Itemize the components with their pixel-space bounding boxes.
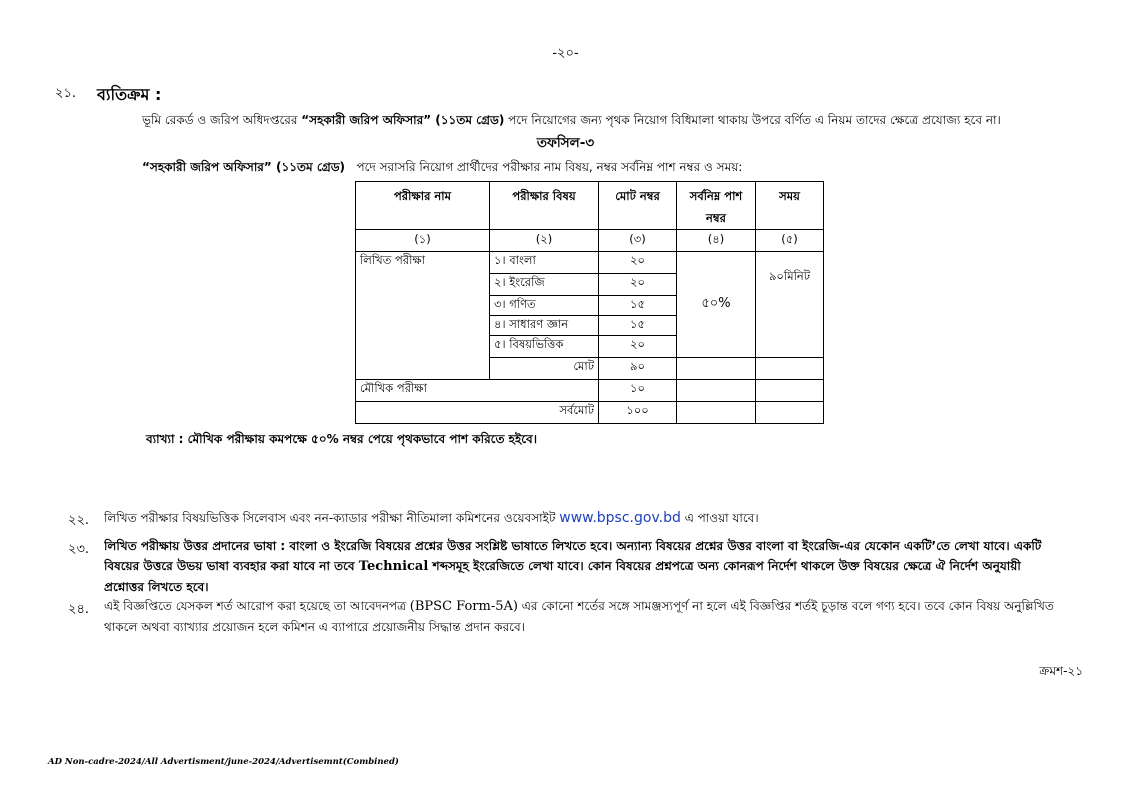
header-total-marks: মোট নম্বর [599, 182, 677, 230]
subject-name: ৩। গণিত [490, 296, 599, 316]
section-22-text [104, 508, 759, 528]
subject-marks: ২০ [599, 252, 677, 274]
section-21-text-post: পদে নিয়োগের জন্য পৃথক নিয়োগ বিধিমালা থাকায় উপরে বর্ণিত এ নিয়ম তাদের ক্ষেত্রে প্রযোজ্য হবে না। [504, 113, 1001, 127]
footer-path: AD Non-cadre-2024/All Advertisment/june-2024/Advertisemnt(Combined) [48, 757, 399, 767]
section-23-line-1: লিখিত পরীক্ষায় উত্তর প্রদানের ভাষা : বাংলা ও ইংরেজি বিষয়ের প্রশ্নের উত্তর সংশ্লিষ্ট ভাষাতে লিখতে হবে। অন্যান্য বিষয়ের প্রশ্নের উত্তর বাংলা বা ইংরেজি-এর যেকোন একটি’তে লেখা যাবে। একটি [104, 539, 1042, 553]
section-24-number: ২৪. [68, 602, 90, 617]
col-number: (৪) [677, 230, 756, 252]
schedule-intro-rest: পদে সরাসরি নিয়োগ প্রার্থীদের পরীক্ষার নাম বিষয়, নম্বর সর্বনিম্ন পাশ নম্বর ও সময়: [356, 160, 743, 174]
empty-cell [677, 380, 756, 402]
section-24-line-1-post: এর কোনো শর্তের সঙ্গে সামঞ্জস্যপূর্ণ না হলে এই বিজ্ঞপ্তির শর্তই চূড়ান্ত বলে গণ্য হবে। তবে কোন বিষয় অনুল্লিখিত [517, 599, 1054, 613]
continued-note: ক্রমশ-২১ [1039, 664, 1083, 678]
written-exam-label: লিখিত পরীক্ষা [356, 252, 490, 380]
subtotal-value: ৯০ [599, 358, 677, 380]
exam-time: ৯০মিনিট [756, 252, 824, 358]
header-min-pass: সর্বনিম্ন পাশ নম্বর [677, 182, 756, 230]
section-24-line-2: থাকলে অথবা ব্যাখ্যার প্রয়োজন হলে কমিশন এ ব্যাপারে প্রয়োজনীয় সিদ্ধান্ত প্রদান করবে। [104, 620, 525, 634]
section-21-text-pre: ভূমি রেকর্ড ও জরিপ অধিদপ্তরের [142, 113, 302, 127]
subject-name: ১। বাংলা [490, 252, 599, 274]
col-number: (২) [490, 230, 599, 252]
col-number: (১) [356, 230, 490, 252]
section-24-text [104, 596, 1064, 637]
subject-marks: ১৫ [599, 296, 677, 316]
empty-cell [677, 402, 756, 424]
section-22-text-pre: লিখিত পরীক্ষার বিষয়ভিত্তিক সিলেবাস এবং নন-ক্যাডার পরীক্ষা নীতিমালা কমিশনের ওয়েবসাইট [104, 511, 560, 525]
explanation-note: ব্যাখ্যা : মৌখিক পরীক্ষায় কমপক্ষে ৫০% নম্বর পেয়ে পৃথকভাবে পাশ করিতে হইবে। [146, 432, 538, 446]
table-row [356, 380, 824, 402]
section-23-line-2-post: শব্দসমূহ ইংরেজিতে লেখা যাবে। কোন বিষয়ের প্রশ্নপত্রে অন্য কোনরূপ নির্দেশ থাকলে উক্ত বিষয়ের ক্ষেত্রে ঐ নির্দেশ অনুযায়ী [428, 559, 1021, 573]
empty-cell [756, 402, 824, 424]
schedule-heading: তফসিল-৩ [536, 135, 595, 151]
col-number: (৩) [599, 230, 677, 252]
subject-name: ৪। সাধারণ জ্ঞান [490, 316, 599, 336]
section-21-number: ২১. [55, 86, 77, 101]
viva-value: ১০ [599, 380, 677, 402]
subject-name: ২। ইংরেজি [490, 274, 599, 296]
viva-label: মৌখিক পরীক্ষা [356, 380, 599, 402]
bpsc-form-name: (BPSC Form-5A) [409, 599, 518, 614]
subject-marks: ২০ [599, 274, 677, 296]
section-23-line-2 [104, 556, 1064, 577]
empty-cell [677, 358, 756, 380]
bpsc-website-link[interactable]: www.bpsc.gov.bd [559, 510, 681, 526]
subtotal-label: মোট [490, 358, 599, 380]
section-24-line-1-pre: এই বিজ্ঞপ্তিতে যেসকল শর্ত আরোপ করা হয়েছে তা আবেদনপত্র [104, 599, 410, 613]
technical-word: Technical [358, 559, 429, 574]
header-exam-subject: পরীক্ষার বিষয় [490, 182, 599, 230]
section-23-line-2-pre: বিষয়ের উত্তরে উভয় ভাষা ব্যবহার করা যাবে না তবে [104, 559, 359, 573]
exam-table [355, 181, 824, 424]
table-header-row [356, 182, 824, 230]
page-number: -২০- [552, 46, 579, 61]
section-21-post-name: “সহকারী জরিপ অফিসার” (১১তম গ্রেড) [301, 113, 505, 127]
grand-total-value: ১০০ [599, 402, 677, 424]
section-22-text-post: এ পাওয়া যাবে। [680, 511, 759, 525]
header-exam-name: পরীক্ষার নাম [356, 182, 490, 230]
empty-cell [756, 358, 824, 380]
subject-marks: ২০ [599, 336, 677, 358]
table-row [356, 252, 824, 274]
pass-mark: ৫০% [677, 252, 756, 358]
header-time: সময় [756, 182, 824, 230]
section-24-line-1 [104, 596, 1064, 617]
section-23-line-3: প্রশ্নোত্তর লিখতে হবে। [104, 580, 209, 594]
section-22-number: ২২. [68, 513, 90, 528]
subject-marks: ১৫ [599, 316, 677, 336]
grand-total-label: সর্বমোট [356, 402, 599, 424]
subject-name: ৫। বিষয়ভিত্তিক [490, 336, 599, 358]
schedule-intro-post: “সহকারী জরিপ অফিসার” (১১তম গ্রেড) [142, 160, 346, 174]
section-23-text [104, 536, 1064, 597]
section-21-text [142, 110, 1001, 130]
empty-cell [756, 380, 824, 402]
schedule-intro [142, 157, 742, 177]
table-row [356, 402, 824, 424]
section-23-number: ২৩. [68, 542, 90, 557]
table-column-numbers-row [356, 230, 824, 252]
section-21-title: ব্যতিক্রম : [97, 85, 162, 104]
col-number: (৫) [756, 230, 824, 252]
